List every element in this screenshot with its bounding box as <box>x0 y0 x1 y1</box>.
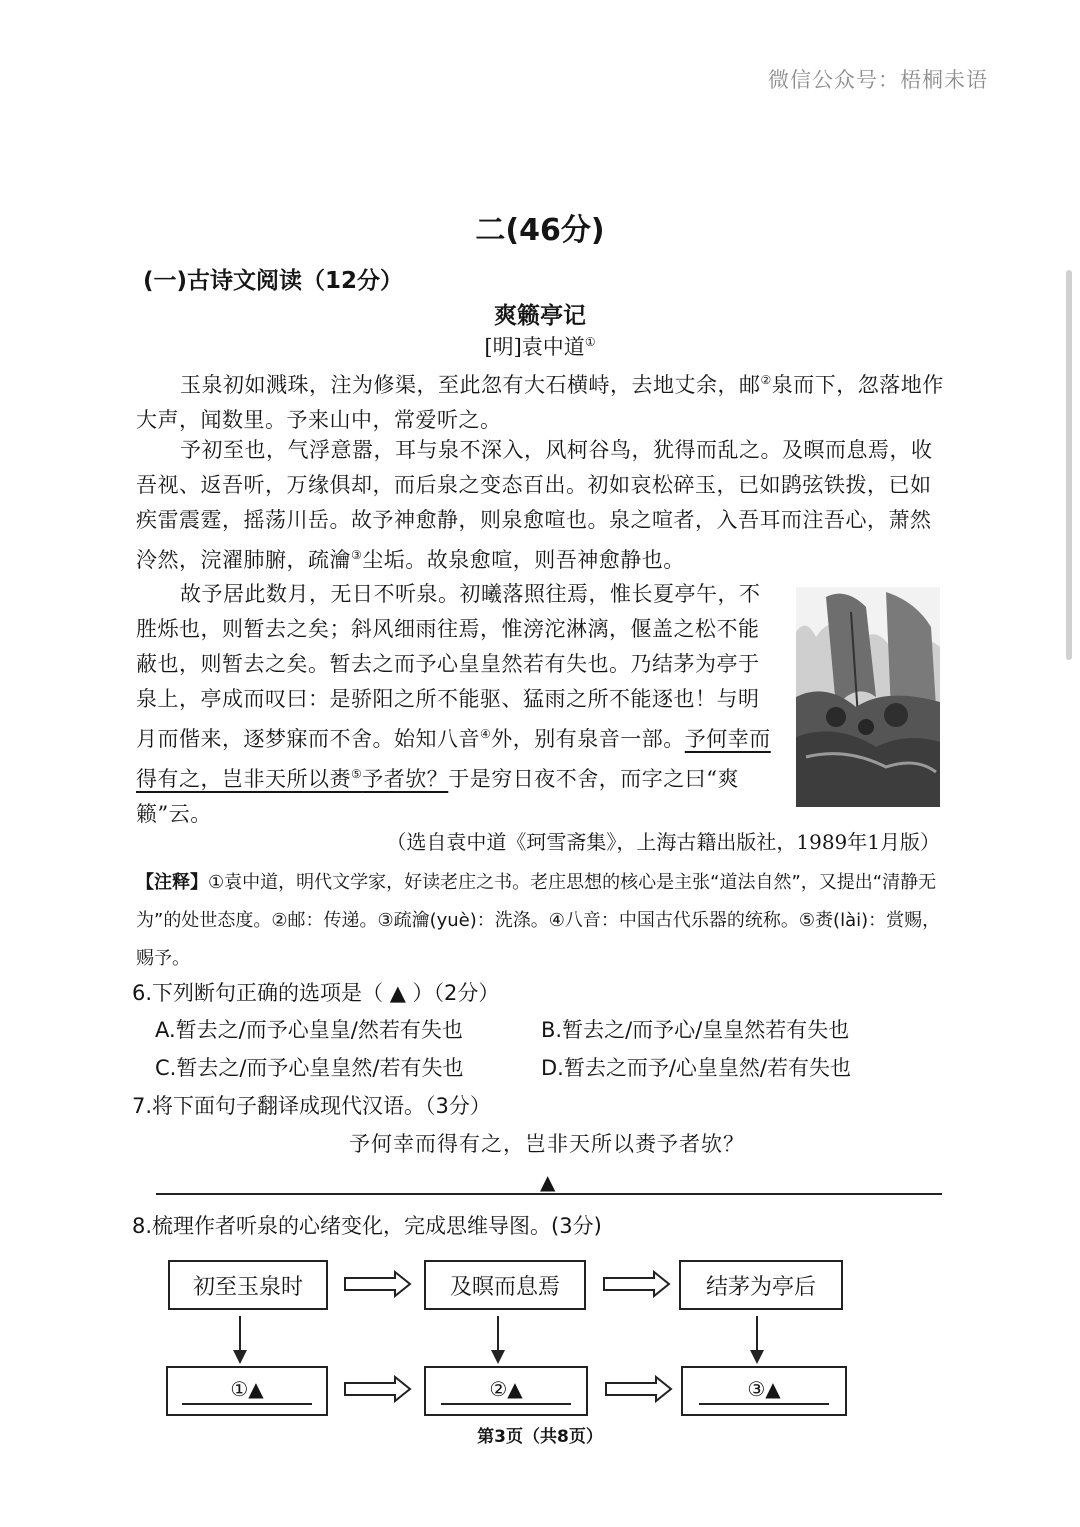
q6-option-c[interactable]: C.暂去之/而予心皇皇然/若有失也 <box>155 1056 464 1080</box>
mindmap-blank-1[interactable]: ①▲ <box>166 1366 328 1416</box>
question-8-stem: 8.梳理作者听泉的心绪变化，完成思维导图。(3分) <box>132 1214 602 1238</box>
q7-answer-mark: ▲ <box>540 1170 556 1194</box>
author-name: [明]袁中道 <box>484 335 585 359</box>
passage-paragraph-3: 故予居此数月，无日不听泉。初曦落照往焉，惟长夏亭午，不胜烁也，则暂去之矣；斜风细雨往焉，惟滂沱淋漓，偃盖之松不能蔽也，则暂去之矣。暂去之而予心皇皇然若有失也。乃结茅为亭于泉上，亭成而叹曰：是骄阳之所不能驱、猛雨之所不能逐也！与明月而偕来，逐梦寐而不舍。始知八音④外，别有泉音一部。予何幸而得有之，岂非天所以赉⑤予者欤？于是穷日夜不舍，而字之曰“爽籁”云。 <box>136 582 771 826</box>
underlined-sentence: 予何幸而得有之，岂非天所以赉⑤予者欤？ <box>136 727 771 791</box>
mindmap-stage-2: 及暝而息焉 <box>424 1260 586 1310</box>
q6-option-a[interactable]: A.暂去之/而予心皇皇/然若有失也 <box>155 1018 463 1042</box>
translation-sentence: 予何幸而得有之，岂非天所以赉予者欤？ <box>349 1132 745 1156</box>
page-number: 第3页（共8页） <box>477 1427 603 1447</box>
passage-paragraph-1: 玉泉初如溅珠，注为修渠，至此忽有大石横峙，去地丈余，邮②泉而下，忽落地作大声，闻数里。予来山中，常爱听之。 <box>136 373 944 432</box>
question-6-stem: 6.下列断句正确的选项是（ ▲ ）（2分） <box>132 981 500 1005</box>
question-7-stem: 7.将下面句子翻译成现代汉语。（3分） <box>132 1094 491 1118</box>
source-citation: （选自袁中道《珂雪斋集》，上海古籍出版社，1989年1月版） <box>386 830 940 854</box>
author-footnote-mark: ① <box>584 335 596 349</box>
poem-title: 爽籁亭记 <box>494 303 586 329</box>
mindmap-blank-2[interactable]: ②▲ <box>424 1366 588 1416</box>
section-title: 二(46分) <box>475 213 605 248</box>
mindmap-stage-3: 结茅为亭后 <box>679 1260 843 1310</box>
mindmap-blank-3[interactable]: ③▲ <box>681 1366 847 1416</box>
annotations-label: 【注释】 <box>136 872 208 893</box>
annotations: 【注释】①袁中道，明代文学家，好读老庄之书。老庄思想的核心是主张“道法自然”，又提出“清静无为”的处世态度。②邮：传递。③疏瀹(yuè)：洗涤。④八音：中国古代乐器的统称。⑤赉(lài)：赏赐，赐予。 <box>136 872 941 969</box>
down-arrow-icon <box>240 1316 757 1355</box>
watermark: 微信公众号：梧桐未语 <box>768 68 988 92</box>
q6-option-b[interactable]: B.暂去之/而予心/皇皇然若有失也 <box>541 1018 850 1042</box>
q6-option-d[interactable]: D.暂去之而予/心皇皇然/若有失也 <box>541 1056 851 1080</box>
subsection-title: (一)古诗文阅读（12分） <box>143 268 404 294</box>
mindmap-stage-1: 初至玉泉时 <box>168 1260 328 1310</box>
passage-paragraph-2: 予初至也，气浮意嚣，耳与泉不深入，风柯谷鸟，犹得而乱之。及暝而息焉，收吾视、返吾听，万缘俱却，而后泉之变态百出。初如哀松碎玉，已如鹍弦铁拨，已如疾雷震霆，摇荡川岳。故予神愈静，则泉愈喧也。泉之喧者，入吾耳而注吾心，萧然泠然，浣濯肺腑，疏瀹③尘垢。故泉愈喧，则吾神愈静也。 <box>136 438 933 572</box>
